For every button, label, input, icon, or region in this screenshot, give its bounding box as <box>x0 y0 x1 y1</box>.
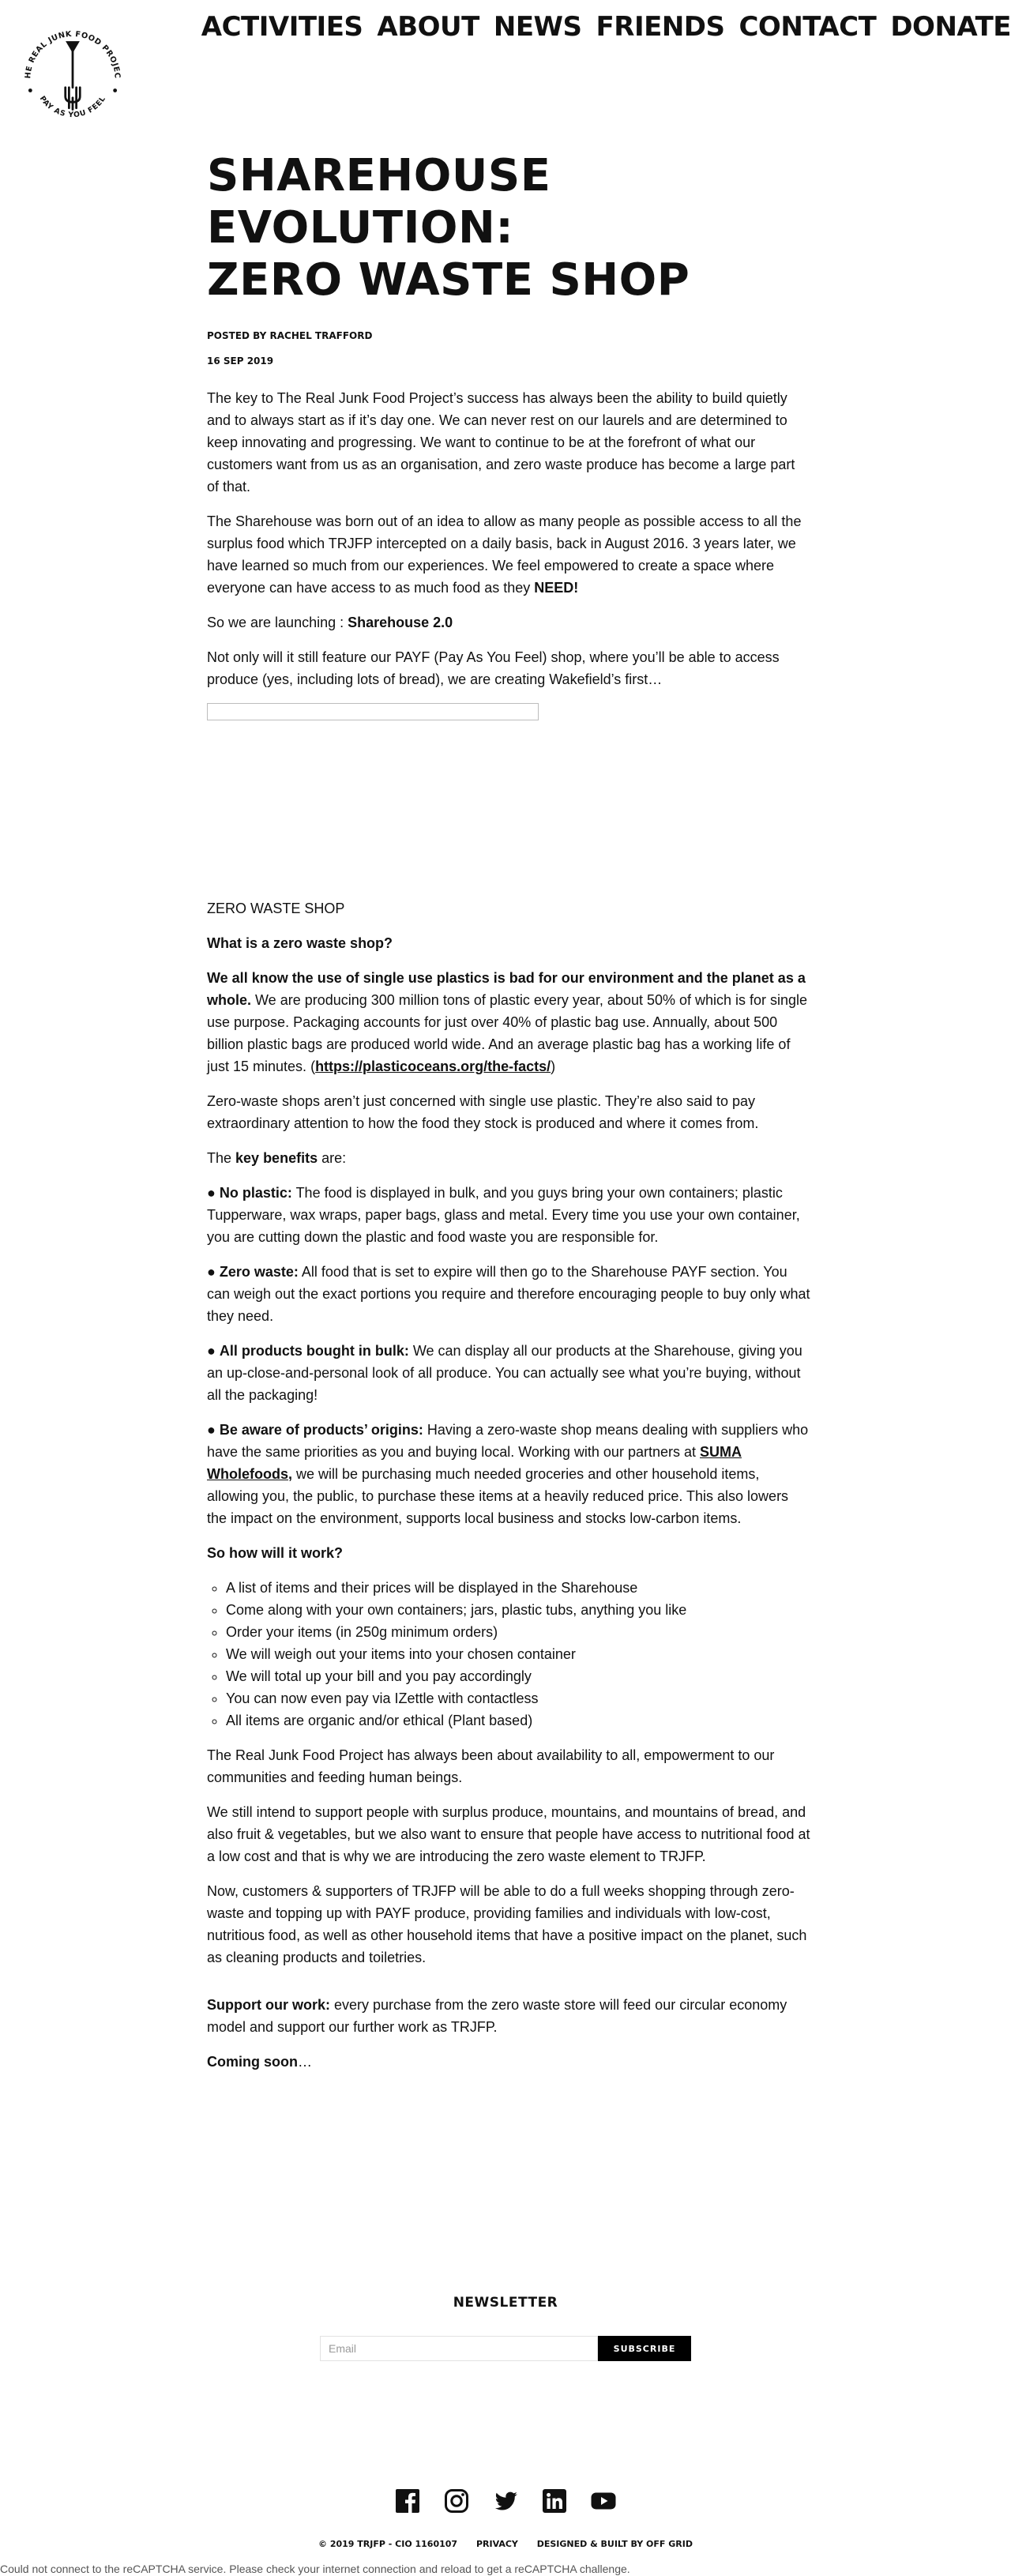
intro-paragraph-2-text: The Sharehouse was born out of an idea to allow as many people as possible access to all the surplus food which TRJFP intercepted on a daily basis, back in August 2016. 3 years later, we have learned so much from our experiences. We feel empowered to create a space where everyone can have access to as much food as they <box>207 513 802 596</box>
youtube-icon[interactable] <box>591 2488 616 2514</box>
support-paragraph <box>207 1994 810 2038</box>
launch-product: Sharehouse 2.0 <box>348 615 453 630</box>
benefit-zero-waste <box>207 1261 810 1327</box>
nav-activities[interactable]: ACTIVITIES <box>201 11 363 43</box>
list-item: ◦ Order your items (in 250g minimum orders) <box>226 1621 810 1643</box>
footer-legal <box>0 2539 1011 2550</box>
plastics-text: We are producing 300 million tons of plastic every year, about 50% of which is for single use purpose. Packaging accounts for just over 40% of plastic bag use. Annually, about 500 billion plastic bags are produced world wide. And an average plastic bag has a working life of just 15 minutes. ( <box>207 992 808 1074</box>
twitter-icon[interactable] <box>493 2488 518 2514</box>
image-space <box>207 720 810 897</box>
coming-soon-emphasis: Coming soon <box>207 2054 298 2070</box>
plastics-paragraph <box>207 967 810 1077</box>
plastics-close: ) <box>551 1059 556 1074</box>
launch-paragraph <box>207 611 810 634</box>
intro-paragraph-2-emphasis: NEED! <box>534 580 579 596</box>
benefit-no-plastic-text: The food is displayed in bulk, and you guys bring your own containers; plastic Tupperware, wax wraps, paper bags, glass and metal. Every time you use your own container, you are cutting down the plastic and food waste you are responsible for. <box>207 1185 800 1245</box>
list-item: ◦ We will weigh out your items into your chosen container <box>226 1643 810 1665</box>
instagram-icon[interactable] <box>444 2488 469 2514</box>
list-item: ◦ Come along with your own containers; jars, plastic tubs, anything you like <box>226 1599 810 1621</box>
support-emphasis: Support our work: <box>207 1997 330 2013</box>
designer-credit-link[interactable]: DESIGNED & BUILT BY OFF GRID <box>536 2539 693 2549</box>
benefit-zero-waste-text: All food that is set to expire will then go to the Sharehouse PAYF section. You can weigh out the exact portions you require and therefore encouraging people to buy only what they need. <box>207 1264 810 1324</box>
linkedin-icon[interactable] <box>542 2488 567 2514</box>
paragraph-spacer <box>207 1981 810 1994</box>
payf-paragraph: Not only will it still feature our PAYF (Pay As You Feel) shop, where you’ll be able to access produce (yes, including lots of bread), we are creating Wakefield’s first… <box>207 649 780 687</box>
key-benefits-emphasis: key benefits <box>235 1150 318 1166</box>
copyright-text: © 2019 TRJFP - CIO 1160107 <box>318 2539 458 2549</box>
plastic-oceans-link-text: https://plasticoceans.org/the-facts/ <box>315 1059 551 1074</box>
list-item: ◦ All items are organic and/or ethical (Plant based) <box>226 1709 810 1732</box>
nav-friends[interactable]: FRIENDS <box>596 11 725 43</box>
nav-donate[interactable]: DONATE <box>890 11 1011 43</box>
how-steps-list <box>207 1577 810 1732</box>
main-nav <box>201 6 1011 47</box>
benefit-origins-title: Be aware of products’ origins: <box>219 1422 423 1438</box>
suma-wholefoods-link-text: SUMA Wholefoods, <box>207 1444 742 1482</box>
article <box>207 150 810 2085</box>
page-title <box>207 150 810 306</box>
benefit-zero-waste-title: Zero waste: <box>219 1264 299 1280</box>
site-logo[interactable] <box>14 17 131 134</box>
list-item: ◦ You can now even pay via IZettle with contactless <box>226 1687 810 1709</box>
page-title-line-2: ZERO WASTE SHOP <box>207 254 690 306</box>
how-heading-text: So how will it work? <box>207 1545 344 1561</box>
zero-waste-concern-paragraph: Zero-waste shops aren’t just concerned with single use plastic. They’re also said to pay extraordinary attention to how the food they stock is produced and where it comes from. <box>207 1093 759 1131</box>
nav-contact[interactable]: CONTACT <box>739 11 877 43</box>
benefit-bulk-title: All products bought in bulk: <box>219 1343 409 1359</box>
key-benefits-intro <box>207 1147 810 1169</box>
nav-news[interactable]: NEWS <box>493 11 582 43</box>
launch-text: So we are launching : <box>207 615 348 630</box>
intro-paragraph-1: The key to The Real Junk Food Project’s success has always been the ability to build quietly and to always start as if it’s day one. We can never rest on our laurels and are determined to keep innovating and progressing. We want to continue to be at the forefront of what our customers want from us as an organisation, and zero waste produce has become a large part of that. <box>207 390 795 495</box>
privacy-link[interactable]: PRIVACY <box>475 2539 518 2549</box>
article-body <box>207 387 810 2073</box>
recaptcha-error-message: Could not connect to the reCAPTCHA service. Please check your internet connection and reload to get a reCAPTCHA challenge. <box>0 2563 630 2575</box>
plastic-oceans-link[interactable] <box>315 1059 551 1074</box>
benefit-origins <box>207 1419 810 1529</box>
newsletter-section <box>0 2295 1011 2361</box>
key-benefits-post: are: <box>318 1150 347 1166</box>
newsletter-form <box>320 2336 691 2361</box>
benefit-origins-text-b: we will be purchasing much needed groceries and other household items, allowing you, the public, to purchase these items at a heavily reduced price. This also lowers the impact on the environment, supports local business and stocks low-carbon items. <box>207 1466 789 1526</box>
subscribe-button[interactable]: SUBSCRIBE <box>598 2336 691 2361</box>
bullet-icon: ● <box>207 1422 220 1438</box>
how-heading <box>207 1542 810 1564</box>
benefit-no-plastic-title: No plastic: <box>219 1185 292 1201</box>
logo-text-bottom: PAY AS YOU FEEL <box>37 94 108 120</box>
fork-icon <box>66 42 81 109</box>
svg-text:THE REAL JUNK FOOD PROJECT <box>14 17 122 79</box>
social-links <box>0 2488 1011 2514</box>
bullet-icon: ● <box>207 1343 220 1359</box>
post-date: 16 SEP 2019 <box>207 355 274 367</box>
bullet-icon: ● <box>207 1185 220 1201</box>
what-heading-text: What is a zero waste shop? <box>207 935 393 951</box>
page-title-line-1: SHAREHOUSE EVOLUTION: <box>207 150 551 254</box>
coming-soon-ellipsis: … <box>298 2054 312 2070</box>
closing-paragraph-2: We still intend to support people with surplus produce, mountains, and mountains of bread, and also fruit & vegetables, but we also want to ensure that people have access to nutritional food at a low cost and that is why we are introducing the zero waste element to TRJFP. <box>207 1804 810 1864</box>
bullet-icon: ● <box>207 1264 220 1280</box>
benefit-bulk-text: We can display all our products at the Sharehouse, giving you an up-close-and-personal look of all produce. You can actually see what you’re buying, without all the packaging! <box>207 1343 802 1403</box>
what-heading <box>207 932 810 954</box>
closing-paragraph-3: Now, customers & supporters of TRJFP will be able to do a full weeks shopping through zero-waste and topping up with PAYF produce, providing families and individuals with low-cost, nutritious food, as well as other household items that have a positive impact on the planet, such as cleaning products and toiletries. <box>207 1883 807 1965</box>
zero-waste-shop-heading: ZERO WASTE SHOP <box>207 901 345 916</box>
post-author: POSTED BY RACHEL TRAFFORD <box>207 330 373 341</box>
coming-soon <box>207 2051 810 2073</box>
facebook-icon[interactable] <box>395 2488 420 2514</box>
benefit-no-plastic <box>207 1182 810 1248</box>
key-benefits-pre: The <box>207 1150 236 1166</box>
logo-badge-graphic <box>14 17 131 134</box>
benefit-bulk <box>207 1340 810 1406</box>
support-text: every purchase from the zero waste store will feed our circular economy model and support our further work as TRJFP. <box>207 1997 787 2035</box>
intro-paragraph-2 <box>207 510 810 599</box>
benefit-origins-text-a: Having a zero-waste shop means dealing with suppliers who have the same priorities as you and buying local. Working with our partners at <box>207 1422 809 1460</box>
newsletter-heading: NEWSLETTER <box>453 2295 558 2311</box>
logo-text-top: HE REAL JUNK FOOD PROJEC <box>24 29 122 79</box>
closing-paragraph-1: The Real Junk Food Project has always been about availability to all, empowerment to our communities and feeding human beings. <box>207 1747 775 1785</box>
list-item: ◦ We will total up your bill and you pay accordingly <box>226 1665 810 1687</box>
plastics-emphasis: We all know the use of single use plastics is bad for our environment and the planet as a whole. <box>207 970 806 1008</box>
nav-about[interactable]: ABOUT <box>377 11 479 43</box>
broken-image-placeholder <box>207 703 539 720</box>
list-item: ◦ A list of items and their prices will be displayed in the Sharehouse <box>226 1577 810 1599</box>
email-field[interactable] <box>320 2336 598 2361</box>
